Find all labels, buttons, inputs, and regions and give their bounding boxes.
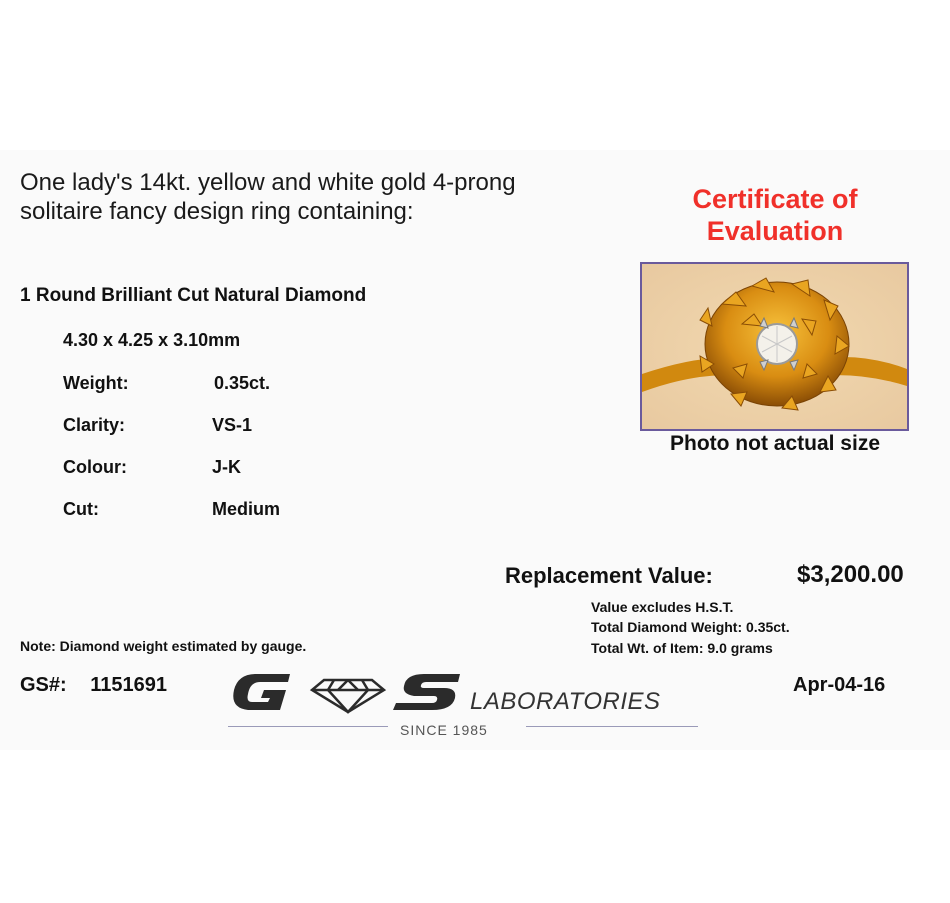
certificate-date: Apr-04-16 xyxy=(793,674,886,696)
gs-number-label: GS#: xyxy=(20,674,67,696)
certificate-title-line-2: Evaluation xyxy=(706,216,844,246)
laboratories-text: LABORATORIES xyxy=(470,688,661,715)
logo-divider-left xyxy=(228,726,388,727)
replacement-value-amount: $3,200.00 xyxy=(797,561,904,588)
diamond-heading: 1 Round Brilliant Cut Natural Diamond xyxy=(20,285,367,306)
certificate-title-line-1: Certificate of xyxy=(692,184,858,214)
ring-photo xyxy=(640,262,909,431)
intro-line-1: One lady's 14kt. yellow and white gold 4-prong xyxy=(20,169,516,196)
cut-value: Medium xyxy=(212,499,281,519)
colour-label: Colour: xyxy=(63,457,127,477)
weight-note: Note: Diamond weight estimated by gauge. xyxy=(20,638,307,654)
value-detail-hst: Value excludes H.S.T. xyxy=(591,599,734,615)
item-description xyxy=(20,168,620,226)
gs-number xyxy=(20,674,167,697)
logo-divider-right xyxy=(526,726,698,727)
weight-value: 0.35ct. xyxy=(214,373,271,393)
weight-label: Weight: xyxy=(63,373,129,393)
colour-value: J-K xyxy=(212,457,242,477)
certificate-title xyxy=(640,183,910,247)
diamond-icon xyxy=(312,680,384,712)
clarity-value: VS-1 xyxy=(212,415,253,435)
replacement-value-label: Replacement Value: xyxy=(505,563,713,588)
cut-label: Cut: xyxy=(63,499,99,519)
photo-caption: Photo not actual size xyxy=(669,432,881,455)
gs-number-value: 1151691 xyxy=(90,674,168,696)
gs-logo-mark xyxy=(228,668,473,718)
clarity-label: Clarity: xyxy=(63,415,126,435)
intro-line-2: solitaire fancy design ring containing: xyxy=(20,198,414,225)
value-detail-item-weight: Total Wt. of Item: 9.0 grams xyxy=(591,640,773,656)
ring-image xyxy=(642,264,907,429)
value-detail-diamond-weight: Total Diamond Weight: 0.35ct. xyxy=(591,619,790,635)
since-text: SINCE 1985 xyxy=(400,722,488,738)
diamond-dimensions: 4.30 x 4.25 x 3.10mm xyxy=(63,330,241,350)
